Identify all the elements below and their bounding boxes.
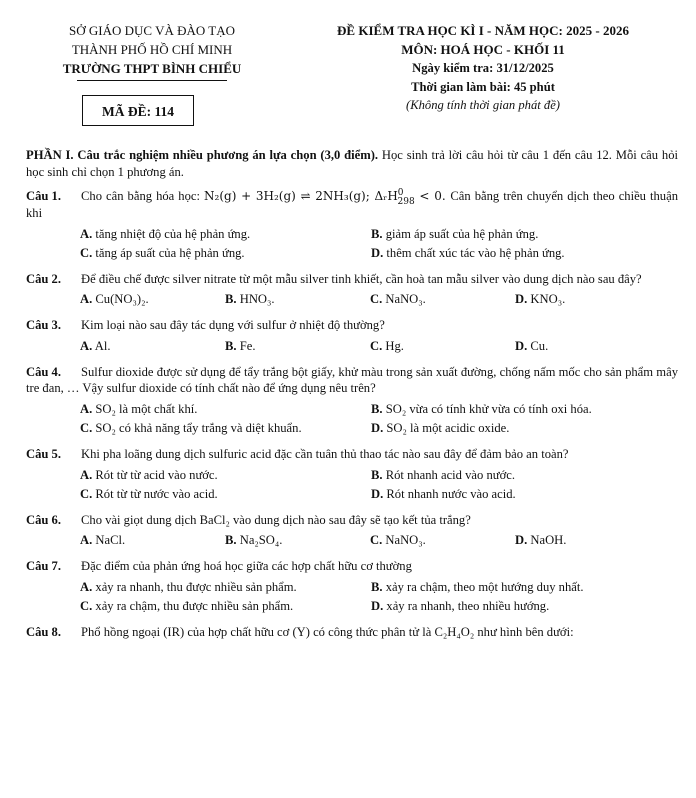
question-2-stem	[26, 271, 678, 288]
option-text: Rót nhanh nước vào acid.	[386, 486, 516, 501]
option-letter: A.	[80, 338, 93, 353]
option-letter: C.	[80, 598, 93, 613]
question-2-label: Câu 2.	[26, 271, 61, 286]
option-text: Rót từ từ nước vào acid.	[95, 486, 218, 501]
option-text: Hg.	[385, 338, 404, 353]
option-b[interactable]	[371, 400, 592, 419]
option-a[interactable]	[80, 578, 371, 597]
option-text: SO₂ là một acidic oxide.	[386, 421, 510, 436]
part-1-title: PHẦN I. Câu trắc nghiệm nhiều phương án lựa chọn (3,0 điểm).	[26, 148, 379, 162]
option-b[interactable]	[225, 337, 370, 356]
question-1	[26, 188, 678, 262]
option-text: tăng nhiệt độ của hệ phản ứng.	[95, 226, 251, 241]
exam-title: ĐỀ KIỂM TRA HỌC KÌ I - NĂM HỌC: 2025 - 2026	[337, 23, 629, 38]
option-d[interactable]	[515, 290, 565, 309]
option-a[interactable]	[80, 337, 225, 356]
option-letter: B.	[225, 292, 237, 307]
option-letter: D.	[515, 292, 528, 307]
option-letter: C.	[80, 486, 93, 501]
question-6-text: Cho vài giọt dung dịch BaCl₂ vào dung dịch nào sau đây sẽ tạo kết tủa trắng?	[81, 512, 471, 527]
school-name: TRƯỜNG THPT BÌNH CHIỂU	[62, 61, 242, 76]
option-letter: D.	[371, 486, 384, 501]
exam-note: (Không tính thời gian phát đề)	[406, 98, 560, 112]
header-left	[26, 21, 278, 81]
enthalpy-sup: 0	[397, 188, 404, 199]
department-line-2: THÀNH PHỐ HỒ CHÍ MINH	[71, 42, 233, 57]
option-text: tăng áp suất của hệ phản ứng.	[95, 245, 245, 260]
option-d[interactable]	[515, 337, 548, 356]
question-6-stem	[26, 512, 678, 529]
exam-subject: MÔN: HOÁ HỌC - KHỐI 11	[401, 42, 565, 57]
question-3-stem	[26, 317, 678, 334]
option-text: Cu.	[530, 338, 549, 353]
question-8-stem	[26, 624, 678, 641]
question-1-stem	[26, 188, 678, 221]
question-5-options	[26, 466, 678, 504]
option-a[interactable]	[80, 466, 371, 485]
option-text: HNO₃.	[239, 292, 275, 307]
option-d[interactable]	[371, 485, 516, 504]
option-text: Al.	[94, 338, 111, 353]
option-d[interactable]	[515, 531, 566, 550]
option-c[interactable]	[370, 337, 515, 356]
option-letter: D.	[371, 245, 384, 260]
exam-code: MÃ ĐỀ: 114	[102, 104, 174, 119]
option-letter: A.	[80, 292, 93, 307]
option-text: xảy ra chậm, thu được nhiều sản phẩm.	[95, 598, 294, 613]
option-letter: A.	[80, 579, 93, 594]
option-letter: D.	[515, 338, 528, 353]
option-c[interactable]	[370, 531, 515, 550]
option-text: Rót từ từ acid vào nước.	[95, 467, 218, 482]
option-text: xảy ra nhanh, theo nhiều hướng.	[386, 598, 550, 613]
question-5-stem	[26, 446, 678, 463]
option-letter: B.	[225, 338, 237, 353]
option-letter: C.	[80, 245, 93, 260]
option-text: xảy ra nhanh, thu được nhiều sản phẩm.	[95, 579, 297, 594]
enthalpy-symbol	[374, 188, 415, 207]
question-1-stem-b: Cân bằng trên chuyển dịch theo chiều thuận khi	[26, 189, 678, 221]
option-a[interactable]	[80, 290, 225, 309]
option-d[interactable]	[371, 419, 509, 438]
option-c[interactable]	[80, 485, 371, 504]
option-text: NaNO₃.	[385, 533, 426, 548]
question-6-options	[26, 531, 678, 550]
question-4-label: Câu 4.	[26, 364, 61, 379]
question-5	[26, 446, 678, 504]
option-text: NaOH.	[530, 533, 567, 548]
option-letter: D.	[371, 421, 384, 436]
question-1-stem-a: Cho cân bằng hóa học:	[81, 189, 205, 204]
option-c[interactable]	[370, 290, 515, 309]
option-text: Fe.	[239, 338, 256, 353]
department-line-1: SỞ GIÁO DỤC VÀ ĐÀO TẠO	[69, 23, 235, 38]
option-b[interactable]	[225, 290, 370, 309]
question-7	[26, 558, 678, 616]
option-letter: A.	[80, 533, 93, 548]
option-text: KNO₃.	[530, 292, 566, 307]
option-letter: D.	[371, 598, 384, 613]
option-text: Na₂SO₄.	[239, 533, 283, 548]
exam-date: Ngày kiểm tra: 31/12/2025	[412, 61, 554, 75]
option-b[interactable]	[371, 578, 584, 597]
question-2	[26, 271, 678, 310]
question-3	[26, 317, 678, 356]
question-1-label: Câu 1.	[26, 189, 61, 204]
question-8-label: Câu 8.	[26, 624, 61, 639]
question-8-text: Phổ hồng ngoại (IR) của hợp chất hữu cơ (Y) có công thức phân tử là C₂H₄O₂ như hình bên dưới:	[81, 624, 574, 639]
option-text: NaCl.	[95, 533, 126, 548]
exam-code-box	[82, 95, 194, 126]
option-letter: B.	[371, 402, 383, 417]
option-letter: B.	[225, 533, 237, 548]
question-3-text: Kim loại nào sau đây tác dụng với sulfur ở nhiệt độ thường?	[81, 318, 385, 333]
question-4-stem	[26, 364, 678, 397]
question-4	[26, 364, 678, 438]
option-b[interactable]	[371, 466, 515, 485]
option-text: SO₂ có khả năng tẩy trắng và diệt khuẩn.	[95, 421, 302, 436]
option-letter: C.	[370, 533, 383, 548]
exam-duration: Thời gian làm bài: 45 phút	[411, 79, 555, 94]
enthalpy-relation: < 0.	[414, 189, 451, 204]
option-letter: A.	[80, 226, 93, 241]
header-divider	[77, 80, 227, 81]
option-letter: B.	[371, 226, 383, 241]
question-6-label: Câu 6.	[26, 512, 61, 527]
option-b[interactable]	[371, 225, 538, 244]
option-a[interactable]	[80, 400, 371, 419]
option-letter: B.	[371, 467, 383, 482]
option-b[interactable]	[225, 531, 370, 550]
question-7-options	[26, 578, 678, 616]
part-1-heading	[26, 147, 678, 180]
option-c[interactable]	[80, 597, 371, 616]
option-text: xảy ra chậm, theo một hướng duy nhất.	[385, 579, 584, 594]
exam-content	[26, 147, 678, 641]
enthalpy-sub: 298	[397, 196, 415, 207]
question-7-text: Đặc điểm của phản ứng hoá học giữa các hợp chất hữu cơ thường	[81, 559, 412, 574]
option-text: giảm áp suất của hệ phản ứng.	[385, 226, 539, 241]
option-text: Cu(NO₃)₂.	[95, 292, 149, 307]
question-6	[26, 512, 678, 551]
question-1-options	[26, 225, 678, 263]
option-letter: A.	[80, 402, 93, 417]
question-3-label: Câu 3.	[26, 318, 61, 333]
option-text: SO₂ vừa có tính khử vừa có tính oxi hóa.	[385, 402, 592, 417]
option-letter: D.	[515, 533, 528, 548]
enthalpy-delta: ΔᵣH	[374, 189, 398, 204]
option-text: SO₂ là một chất khí.	[95, 402, 198, 417]
question-2-options	[26, 290, 678, 309]
question-4-options	[26, 400, 678, 438]
option-letter: A.	[80, 467, 93, 482]
equilibrium-equation: N₂(g) + 3H₂(g) ⇌ 2NH₃(g);	[204, 189, 375, 204]
part-1-instructions: Học sinh trả lời câu hỏi từ câu 1 đến câu 12. Mỗi câu hỏi học sinh chỉ chọn 1 phương án.	[26, 148, 678, 179]
option-letter: B.	[371, 579, 383, 594]
question-5-label: Câu 5.	[26, 447, 61, 462]
question-2-text: Để điều chế được silver nitrate từ một mẫu silver tinh khiết, cần hoà tan mẫu silver vào dung dịch nào sau đây?	[81, 271, 642, 286]
option-c[interactable]	[80, 419, 371, 438]
question-3-options	[26, 337, 678, 356]
option-d[interactable]	[371, 597, 549, 616]
option-text: NaNO₃.	[385, 292, 426, 307]
option-a[interactable]	[80, 531, 225, 550]
option-letter: C.	[370, 338, 383, 353]
option-d[interactable]	[371, 244, 565, 263]
question-7-label: Câu 7.	[26, 559, 61, 574]
option-letter: C.	[80, 421, 93, 436]
question-5-text: Khi pha loãng dung dịch sulfuric acid đặc cần tuân thủ thao tác nào sau đây để đảm bảo an toàn?	[81, 447, 569, 462]
header-right	[288, 21, 678, 115]
option-c[interactable]	[80, 244, 371, 263]
option-text: Rót nhanh acid vào nước.	[385, 467, 515, 482]
option-a[interactable]	[80, 225, 371, 244]
question-4-text: Sulfur dioxide được sử dụng để tẩy trắng bột giấy, khử màu trong sản xuất đường, chống nấm mốc cho sản phẩm mây tre đan, … Vậy sulfur dioxide có tính chất nào để ứng dụng nêu trên?	[26, 364, 678, 396]
question-8	[26, 624, 678, 641]
question-7-stem	[26, 558, 678, 575]
option-letter: C.	[370, 292, 383, 307]
option-text: thêm chất xúc tác vào hệ phản ứng.	[386, 245, 565, 260]
